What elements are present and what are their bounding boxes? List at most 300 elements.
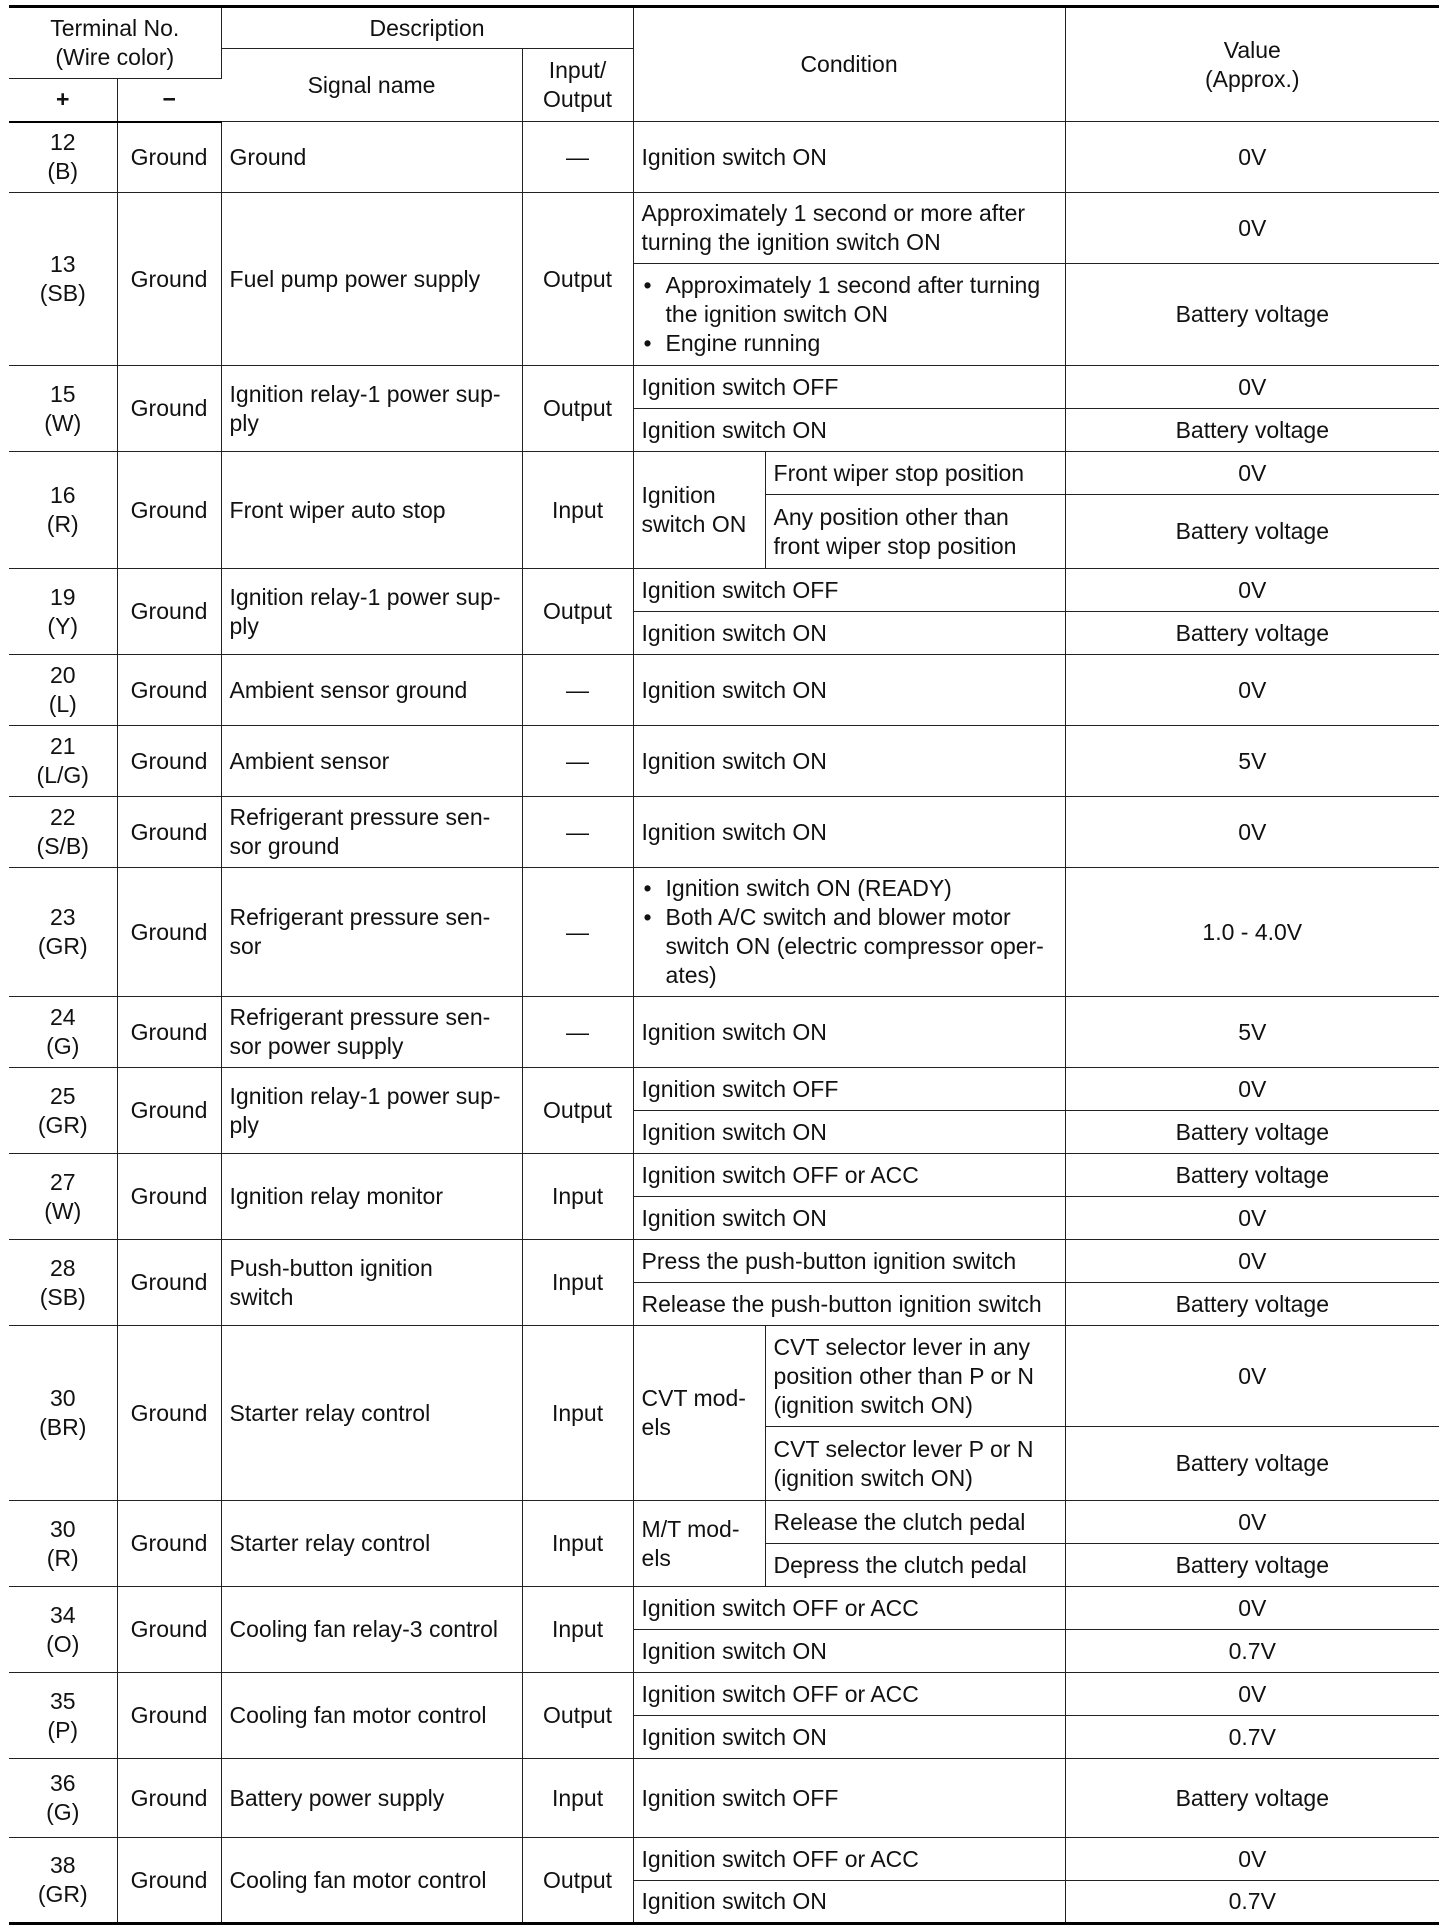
condition-cell: [633, 1587, 1065, 1630]
condition-bullet: • Ignition switch ON (READY): [642, 874, 1057, 903]
value-cell: [1065, 452, 1439, 495]
table-row: [9, 797, 1439, 868]
condition-text: Depress the clutch pedal: [773, 1551, 1027, 1578]
value-cell: [1065, 193, 1439, 264]
condition-text: Ignition switch ON: [641, 1118, 827, 1145]
signal-name: Cooling fan motor control: [229, 1702, 487, 1728]
header-value: Value (Approx.): [1065, 7, 1439, 122]
ground-cell: [117, 1068, 221, 1154]
value-text: 5V: [1238, 1018, 1267, 1045]
header-signal-name: Signal name: [221, 49, 522, 122]
condition-text: Approximately 1 second or more after turning the ignition switch ON: [641, 200, 1026, 255]
ground-cell: [117, 1326, 221, 1501]
value-text: 0.7V: [1228, 1723, 1276, 1750]
table-row: [9, 997, 1439, 1068]
signal-name: Starter relay control: [229, 1530, 431, 1556]
value-cell: [1065, 122, 1439, 193]
condition-text: Ignition switch OFF or ACC: [641, 1161, 919, 1188]
condition-text: Ignition switch ON: [641, 818, 827, 845]
condition-text: Press the push-button ignition switch: [641, 1247, 1017, 1274]
signal-name: Starter relay control: [229, 1399, 431, 1426]
io-cell: [522, 122, 633, 193]
condition-text: Ignition switch ON: [641, 143, 827, 170]
value-text: 0.7V: [1228, 1637, 1276, 1664]
io-cell: [522, 868, 633, 997]
ground-cell: [117, 868, 221, 997]
condition-cell: [633, 264, 1065, 366]
signal-name-cell: [221, 122, 522, 193]
table-row: [9, 1068, 1439, 1111]
ground-cell: [117, 1838, 221, 1924]
signal-name-cell: [221, 193, 522, 366]
value-text: Battery voltage: [1175, 416, 1329, 443]
value-text: Battery voltage: [1175, 1290, 1329, 1317]
value-text: Battery voltage: [1175, 518, 1329, 544]
terminal-cell: [9, 797, 117, 868]
terminal-cell: [9, 1068, 117, 1154]
condition-cell: [633, 366, 1065, 409]
value-cell: [1065, 1501, 1439, 1544]
header-condition: Condition: [633, 7, 1065, 122]
value-cell: [1065, 1544, 1439, 1587]
condition-text: Ignition switch ON: [641, 619, 827, 646]
terminal-number: 23: [49, 904, 76, 930]
io-value: Output: [543, 1702, 613, 1728]
condition-cell: [633, 726, 1065, 797]
value-text: Battery voltage: [1175, 1118, 1329, 1145]
signal-name: Ignition relay-1 power sup- ply: [229, 583, 501, 639]
ground-cell: [117, 193, 221, 366]
terminal-cell: [9, 655, 117, 726]
condition-cell: [633, 1838, 1065, 1881]
condition-text: Ignition switch OFF or ACC: [641, 1845, 919, 1872]
signal-name-cell: [221, 1587, 522, 1673]
condition-group: CVT mod- els: [641, 1385, 746, 1440]
ground-label: Ground: [130, 1097, 208, 1123]
signal-name-cell: [221, 726, 522, 797]
condition-bullet: • Both A/C switch and blower motor switch ON (electric compressor oper- ates): [642, 903, 1057, 990]
signal-name: Ignition relay-1 power sup- ply: [229, 380, 501, 436]
condition-cell: [633, 1881, 1065, 1924]
ground-label: Ground: [130, 1616, 208, 1642]
wire-color: (P): [47, 1716, 79, 1743]
wire-color: (R): [46, 511, 79, 537]
condition-text: Ignition switch ON: [641, 1018, 827, 1045]
wire-color: (L/G): [36, 762, 89, 788]
signal-name-cell: [221, 569, 522, 655]
value-cell: [1065, 612, 1439, 655]
ground-label: Ground: [130, 1018, 208, 1045]
condition-group-cell: [633, 1501, 765, 1587]
value-text: Battery voltage: [1175, 1551, 1329, 1578]
condition-text: Ignition switch ON: [641, 1204, 827, 1231]
condition-cell: [633, 1068, 1065, 1111]
ground-label: Ground: [130, 395, 208, 421]
ground-label: Ground: [130, 747, 208, 774]
ground-label: Ground: [130, 918, 208, 945]
condition-text: Ignition switch OFF or ACC: [641, 1594, 919, 1621]
io-value: —: [566, 747, 590, 774]
condition-cell: [633, 1630, 1065, 1673]
terminal-cell: [9, 452, 117, 569]
condition-cell: [633, 997, 1065, 1068]
table-row: [9, 1501, 1439, 1544]
value-text: 0V: [1238, 1247, 1267, 1274]
condition-text: Ignition switch OFF: [641, 1075, 839, 1102]
value-text: Battery voltage: [1175, 619, 1329, 646]
condition-group-cell: [633, 452, 765, 569]
terminal-number: 19: [49, 583, 76, 610]
value-text: Battery voltage: [1175, 1161, 1329, 1188]
condition-text: Release the clutch pedal: [773, 1508, 1026, 1535]
wire-color: (S/B): [36, 833, 89, 859]
terminal-number: 28: [49, 1254, 76, 1281]
signal-name-cell: [221, 868, 522, 997]
wire-color: (G): [46, 1033, 80, 1059]
condition-cell: [765, 1326, 1065, 1427]
io-value: Output: [543, 265, 613, 292]
wire-color: (SB): [39, 1283, 86, 1310]
terminal-cell: [9, 1673, 117, 1759]
ground-cell: [117, 1673, 221, 1759]
value-cell: [1065, 1716, 1439, 1759]
condition-text: Ignition switch OFF: [641, 576, 839, 603]
terminal-number: 15: [49, 380, 76, 407]
ground-label: Ground: [130, 496, 208, 523]
wire-color: (SB): [39, 280, 86, 306]
terminal-number: 21: [49, 733, 76, 759]
signal-name-cell: [221, 1240, 522, 1326]
condition-text: Ignition switch ON: [641, 1888, 827, 1914]
wire-color: (GR): [37, 1881, 88, 1907]
io-value: —: [566, 818, 590, 845]
terminal-cell: [9, 1759, 117, 1838]
condition-cell: [633, 1197, 1065, 1240]
value-cell: [1065, 366, 1439, 409]
io-cell: [522, 1759, 633, 1838]
signal-name-cell: [221, 655, 522, 726]
signal-name: Ignition relay-1 power sup- ply: [229, 1082, 501, 1138]
header-io: Input/ Output: [522, 49, 633, 122]
value-text: 0V: [1238, 1075, 1267, 1102]
ground-cell: [117, 997, 221, 1068]
condition-cell: [633, 569, 1065, 612]
signal-name: Push-button ignition switch: [229, 1254, 433, 1310]
wire-color: (GR): [37, 933, 88, 959]
value-cell: [1065, 1587, 1439, 1630]
io-cell: [522, 797, 633, 868]
ground-cell: [117, 569, 221, 655]
ground-cell: [117, 122, 221, 193]
terminal-number: 20: [49, 662, 76, 688]
ground-cell: [117, 655, 221, 726]
condition-group-cell: [633, 1326, 765, 1501]
condition-cell: [633, 1759, 1065, 1838]
value-cell: [1065, 1673, 1439, 1716]
signal-name: Ambient sensor: [229, 747, 390, 774]
value-cell: [1065, 868, 1439, 997]
signal-name-cell: [221, 797, 522, 868]
io-cell: [522, 1501, 633, 1587]
io-value: Input: [551, 1784, 604, 1811]
value-cell: [1065, 569, 1439, 612]
terminal-cell: [9, 122, 117, 193]
condition-group: Ignition switch ON: [641, 482, 747, 537]
io-value: Output: [543, 1097, 613, 1123]
io-cell: [522, 655, 633, 726]
condition-cell: [633, 797, 1065, 868]
wire-color: (W): [44, 409, 82, 436]
value-text: Battery voltage: [1175, 301, 1329, 327]
io-cell: [522, 1587, 633, 1673]
header-terminal: Terminal No. (Wire color): [9, 7, 221, 79]
condition-text: Ignition switch ON: [641, 1723, 827, 1750]
signal-name: Refrigerant pressure sen- sor power supply: [229, 1004, 491, 1059]
signal-name: Refrigerant pressure sen- sor: [229, 904, 491, 959]
terminal-cell: [9, 366, 117, 452]
condition-cell: [765, 452, 1065, 495]
value-text: 0V: [1238, 1845, 1267, 1872]
terminal-spec-table: [9, 5, 1439, 1925]
ground-label: Ground: [130, 1866, 208, 1893]
ground-cell: [117, 726, 221, 797]
value-text: 0V: [1238, 1508, 1267, 1535]
condition-bullet: • Approximately 1 second after turning the ignition switch ON: [642, 271, 1057, 329]
condition-cell: [633, 1716, 1065, 1759]
header-minus: −: [117, 79, 221, 122]
ground-cell: [117, 1759, 221, 1838]
document-page: [9, 5, 1439, 1925]
value-text: 0.7V: [1228, 1888, 1276, 1914]
signal-name-cell: [221, 1154, 522, 1240]
io-value: —: [566, 143, 590, 170]
value-text: 0V: [1238, 1594, 1267, 1621]
value-cell: [1065, 1838, 1439, 1881]
io-value: —: [566, 1018, 590, 1045]
table-row: [9, 1759, 1439, 1838]
value-cell: [1065, 726, 1439, 797]
condition-cell: [633, 1154, 1065, 1197]
condition-cell: [633, 1283, 1065, 1326]
value-text: 0V: [1238, 1362, 1267, 1389]
wire-color: (B): [47, 158, 79, 185]
wire-color: (BR): [39, 1414, 87, 1440]
value-text: 1.0 - 4.0V: [1202, 918, 1303, 945]
value-text: 0V: [1238, 373, 1267, 400]
header-description: Description: [221, 7, 633, 49]
signal-name: Ambient sensor ground: [229, 676, 468, 703]
wire-color: (R): [46, 1544, 79, 1571]
io-cell: [522, 1326, 633, 1501]
io-cell: [522, 997, 633, 1068]
ground-label: Ground: [130, 1183, 208, 1209]
terminal-number: 22: [49, 804, 76, 830]
io-value: —: [566, 676, 590, 703]
value-text: Battery voltage: [1175, 1450, 1329, 1476]
condition-cell: [633, 868, 1065, 997]
terminal-number: 27: [49, 1168, 76, 1195]
table-row: [9, 868, 1439, 997]
signal-name: Refrigerant pressure sen- sor ground: [229, 804, 491, 859]
signal-name: Ignition relay monitor: [229, 1183, 444, 1209]
io-value: —: [566, 918, 590, 945]
value-cell: [1065, 495, 1439, 569]
wire-color: (L): [48, 691, 77, 717]
value-cell: [1065, 1068, 1439, 1111]
ground-label: Ground: [130, 1269, 208, 1295]
value-cell: [1065, 1111, 1439, 1154]
condition-bullet-list: [642, 271, 1057, 358]
table-row: [9, 655, 1439, 726]
signal-name-cell: [221, 997, 522, 1068]
table-row: [9, 1673, 1439, 1716]
terminal-number: 30: [49, 1515, 76, 1542]
io-cell: [522, 726, 633, 797]
ground-cell: [117, 1501, 221, 1587]
value-cell: [1065, 1326, 1439, 1427]
value-cell: [1065, 264, 1439, 366]
signal-name: Fuel pump power supply: [229, 265, 481, 292]
value-text: 0V: [1238, 459, 1267, 486]
condition-cell: [633, 1673, 1065, 1716]
value-cell: [1065, 409, 1439, 452]
terminal-number: 35: [49, 1687, 76, 1714]
wire-color: (G): [46, 1799, 80, 1825]
ground-label: Ground: [130, 1784, 208, 1811]
io-cell: [522, 569, 633, 655]
terminal-cell: [9, 1587, 117, 1673]
terminal-number: 36: [49, 1770, 76, 1796]
table-body: [9, 122, 1439, 1924]
ground-label: Ground: [130, 818, 208, 845]
table-header: [9, 7, 1439, 122]
value-cell: [1065, 797, 1439, 868]
condition-cell: [633, 122, 1065, 193]
condition-text: Release the push-button ignition switch: [641, 1290, 1042, 1317]
io-cell: [522, 1673, 633, 1759]
condition-cell: [633, 409, 1065, 452]
terminal-number: 12: [49, 129, 76, 156]
terminal-cell: [9, 726, 117, 797]
condition-cell: [633, 612, 1065, 655]
value-cell: [1065, 1240, 1439, 1283]
terminal-cell: [9, 1154, 117, 1240]
signal-name: Ground: [229, 143, 307, 170]
terminal-cell: [9, 868, 117, 997]
value-text: 5V: [1238, 747, 1267, 774]
ground-cell: [117, 366, 221, 452]
terminal-cell: [9, 1501, 117, 1587]
condition-bullet: • Engine running: [642, 329, 1057, 358]
io-cell: [522, 1154, 633, 1240]
io-value: Input: [551, 1530, 604, 1556]
condition-cell: [765, 1501, 1065, 1544]
ground-label: Ground: [130, 1530, 208, 1556]
wire-color: (Y): [47, 612, 79, 639]
io-cell: [522, 193, 633, 366]
terminal-number: 13: [49, 251, 76, 277]
value-cell: [1065, 1630, 1439, 1673]
io-value: Input: [551, 496, 604, 523]
wire-color: (O): [46, 1630, 80, 1657]
ground-label: Ground: [130, 1399, 208, 1426]
condition-text: Ignition switch ON: [641, 676, 827, 703]
signal-name: Front wiper auto stop: [229, 496, 446, 523]
condition-text: CVT selector lever in any position other than P or N (ignition switch ON): [773, 1333, 1034, 1418]
condition-text: Ignition switch ON: [641, 747, 827, 774]
signal-name-cell: [221, 1673, 522, 1759]
table-row: [9, 1240, 1439, 1283]
condition-cell: [765, 495, 1065, 569]
io-cell: [522, 1838, 633, 1924]
ground-label: Ground: [130, 265, 208, 292]
condition-text: Ignition switch OFF: [641, 373, 839, 400]
signal-name-cell: [221, 1326, 522, 1501]
condition-bullet-list: [642, 874, 1057, 990]
condition-cell: [633, 1240, 1065, 1283]
io-value: Output: [543, 598, 613, 624]
table-row: [9, 569, 1439, 612]
ground-cell: [117, 797, 221, 868]
condition-cell: [765, 1427, 1065, 1501]
terminal-cell: [9, 569, 117, 655]
condition-cell: [765, 1544, 1065, 1587]
terminal-cell: [9, 1838, 117, 1924]
table-row: [9, 1838, 1439, 1881]
table-row: [9, 726, 1439, 797]
signal-name: Cooling fan motor control: [229, 1866, 487, 1893]
signal-name-cell: [221, 452, 522, 569]
signal-name-cell: [221, 1068, 522, 1154]
table-row: [9, 1326, 1439, 1427]
value-text: 0V: [1238, 818, 1267, 845]
ground-cell: [117, 1587, 221, 1673]
terminal-number: 25: [49, 1082, 76, 1109]
terminal-cell: [9, 1326, 117, 1501]
io-cell: [522, 452, 633, 569]
condition-text: Front wiper stop position: [773, 459, 1025, 486]
ground-cell: [117, 1240, 221, 1326]
condition-cell: [633, 193, 1065, 264]
value-cell: [1065, 1154, 1439, 1197]
condition-text: Ignition switch ON: [641, 1637, 827, 1664]
table-row: [9, 452, 1439, 495]
condition-text: Ignition switch OFF or ACC: [641, 1680, 919, 1707]
wire-color: (W): [44, 1197, 82, 1224]
terminal-number: 38: [49, 1852, 76, 1878]
terminal-number: 30: [49, 1385, 76, 1411]
io-value: Input: [551, 1269, 604, 1295]
io-value: Input: [551, 1399, 604, 1426]
table-row: [9, 1587, 1439, 1630]
condition-text: Any position other than front wiper stop position: [773, 503, 1017, 559]
header-plus: +: [9, 79, 117, 122]
condition-text: CVT selector lever P or N (ignition switch ON): [773, 1435, 1034, 1491]
signal-name-cell: [221, 1838, 522, 1924]
condition-text: Ignition switch OFF: [641, 1784, 839, 1811]
condition-group: M/T mod- els: [641, 1515, 740, 1571]
condition-cell: [633, 655, 1065, 726]
io-cell: [522, 366, 633, 452]
table-row: [9, 193, 1439, 264]
signal-name-cell: [221, 1501, 522, 1587]
value-cell: [1065, 1197, 1439, 1240]
signal-name-cell: [221, 366, 522, 452]
value-cell: [1065, 655, 1439, 726]
io-cell: [522, 1068, 633, 1154]
terminal-cell: [9, 1240, 117, 1326]
io-value: Output: [543, 1866, 613, 1893]
